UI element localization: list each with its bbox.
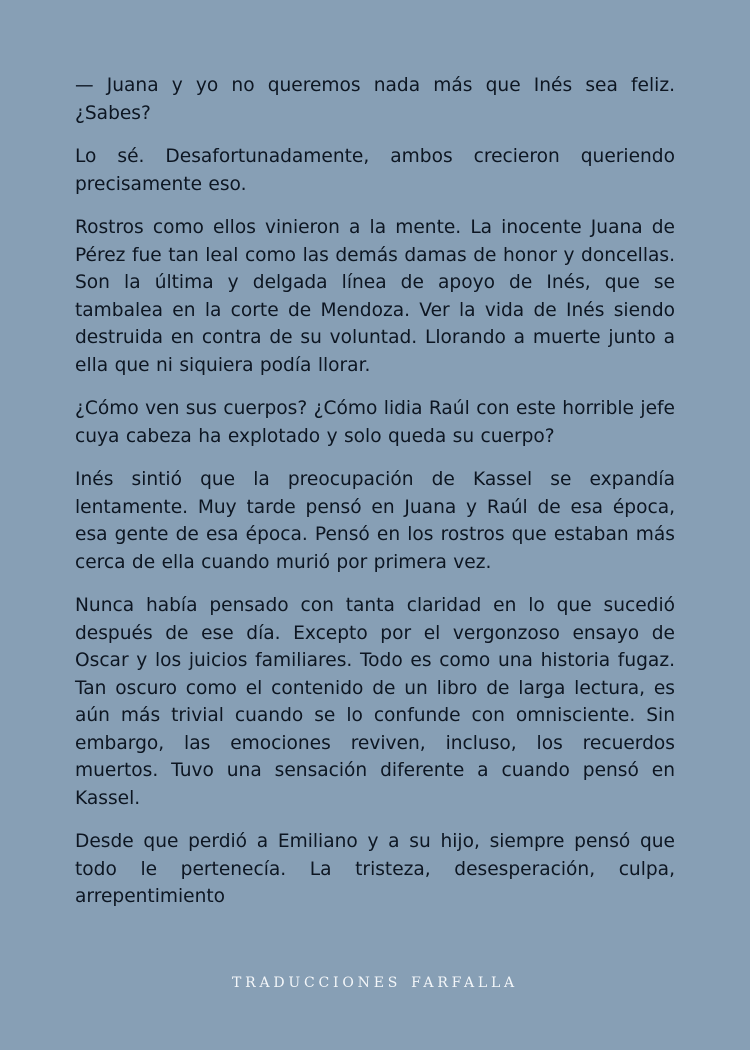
paragraph-5: Inés sintió que la preocupación de Kassel se expandía lentamente. Muy tarde pensó en Juana y Raúl de esa época, esa gente de esa época. Pensó en los rostros que estaban más cerca de ella cuando murió por primera vez. — [75, 469, 675, 573]
paragraph-3: Rostros como ellos vinieron a la mente. La inocente Juana de Pérez fue tan leal como las demás damas de honor y doncellas. Son la última y delgada línea de apoyo de Inés, que se tambalea en la corte de Mendoza. Ver la vida de Inés siendo destruida en contra de su voluntad. Llorando a muerte junto a ella que ni siquiera podía llorar. — [75, 217, 675, 376]
paragraph-1: — Juana y yo no queremos nada más que Inés sea feliz. ¿Sabes? — [75, 75, 675, 124]
paragraph-4: ¿Cómo ven sus cuerpos? ¿Cómo lidia Raúl con este horrible jefe cuya cabeza ha explotado y solo queda su cuerpo? — [75, 398, 675, 447]
footer-word-traducciones: TRADUCCIONES — [232, 975, 402, 991]
page-body — [75, 72, 675, 927]
paragraph-2: Lo sé. Desafortunadamente, ambos crecieron queriendo precisamente eso. — [75, 146, 675, 195]
paragraph-6: Nunca había pensado con tanta claridad en lo que sucedió después de ese día. Excepto por el vergonzoso ensayo de Oscar y los juicios familiares. Todo es como una historia fugaz. Tan oscuro como el contenido de un libro de larga lectura, es aún más trivial cuando se lo confunde con omnisciente. Sin embargo, las emociones reviven, incluso, los recuerdos muertos. Tuvo una sensación diferente a cuando pensó en Kassel. — [75, 595, 675, 809]
paragraph-7: Desde que perdió a Emiliano y a su hijo, siempre pensó que todo le pertenecía. La tristeza, desesperación, culpa, arrepentimiento — [75, 831, 675, 907]
footer-word-farfalla: FARFALLA — [411, 975, 518, 991]
page-footer — [0, 975, 750, 991]
